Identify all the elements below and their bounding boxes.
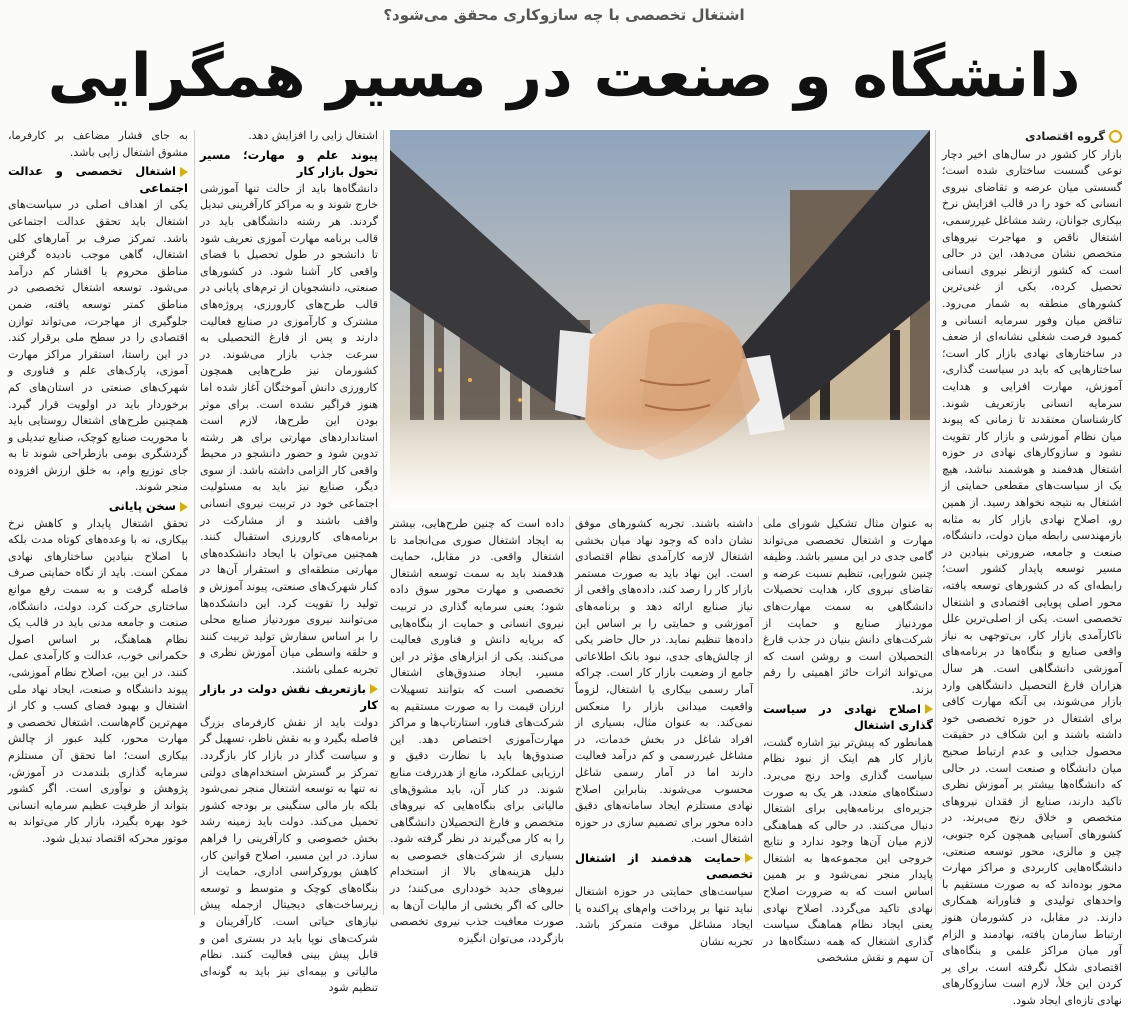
column-2a xyxy=(763,516,933,965)
column-divider xyxy=(935,130,936,915)
column-3 xyxy=(390,516,564,945)
column-4 xyxy=(200,128,378,995)
body-text: همانطور که پیش‌تر نیز اشاره گشت، بازار کار هم اینک از نبود نظام سیاست گذاری واحد رنج می‌برد. دستگاه‌های متعدد، هر یک به صورت جزیره‌ای برنامه‌هایی برای اشتغال دنبال می‌کنند. در حالی که هماهنگی لازم میان آن‌ها وجود ندارد و نتایج خروجی این مجموعه‌ها به اشتغال پایدار منجر نمی‌شود و بر همین اساس است که به ضرورت اصلاح نهادی تاکید می‌گردد. اصلاح نهادی یعنی ایجاد نظام هماهنگ سیاست گذاری اشتغال که همه دستگاه‌ها در آن سهم و نقش مشخصی xyxy=(763,735,933,965)
byline-text: گروه اقتصادی xyxy=(1024,129,1105,143)
body-text: داده است که چنین طرح‌هایی، بیشتر به ایجاد اشتغال صوری می‌انجامد تا اشتغال واقعی. در مقابل، حمایت هدفمند باید به سمت توسعه اشتغال تخصصی و مهارت محور سوق داده شود؛ یعنی سرمایه گذاری در تربیت نیروی انسانی و حمایت از بنگاه‌هایی که برپایه دانش و فناوری فعالیت می‌کنند. یکی از ابزارهای مؤثر در این مسیر، ایجاد صندوق‌های اشتغال تخصصی است که بتوانند تسهیلات ارزان قیمت را به صورت مستقیم به شرکت‌های فناور، استارتاپ‌ها و مراکز مهارت‌آموزی اختصاص دهد. این صندوق‌ها باید با نظارت دقیق و ارزیابی عملکرد، مانع از هدررفت منابع شوند. در کنار آن، باید مشوق‌های مالیاتی برای بنگاه‌هایی که نیروهای متخصص و فارغ التحصیلان دانشگاهی را به کار می‌گیرند در نظر گرفته شود. بسیاری از شرکت‌های خصوصی به دلیل هزینه‌های بالا از استخدام نیروهای جدید خودداری می‌کنند؛ در حالی که اگر بخشی از مالیات آن‌ها به صورت معافیت جذب نیروی تخصصی بازگردد، می‌توان انگیزه xyxy=(390,517,564,945)
column-1 xyxy=(942,128,1122,1007)
publisher-logo-icon xyxy=(1109,130,1122,143)
triangle-marker-icon xyxy=(370,684,378,694)
body-text: اشتغال زایی را افزایش دهد. xyxy=(248,129,378,142)
subheading xyxy=(8,498,188,515)
headline: دانشگاه و صنعت در مسیر همگرایی xyxy=(47,41,1081,111)
subheading xyxy=(763,701,933,734)
triangle-marker-icon xyxy=(180,167,188,177)
subheading xyxy=(575,850,753,883)
subheading-text: حمایت هدفمند از اشتغال تخصصی xyxy=(575,850,753,882)
subheading-text: سخن پایانی xyxy=(108,499,176,514)
handshake-collage-photo xyxy=(390,130,930,508)
body-text: تحقق اشتغال پایدار و کاهش نرخ بیکاری، نه با وعده‌های کوتاه مدت بلکه با اصلاح بنیادین ساختارهای نهادی ممکن است. باید از نگاه حمایتی صرف فاصله گرفت و به سمت رفع موانع ساختاری حرکت کرد. دولت، دانشگاه، صنعت و جامعه مدنی باید در قالب یک نظام هماهنگ، بر اساس اصول حکمرانی خوب، عدالت و کارآمدی عمل کنند. در این بین، اصلاح نظام آموزشی، پیوند دانشگاه و صنعت، ایجاد نهاد ملی اشتغال و بهبود فضای کسب و کار از مهم‌ترین گام‌هاست. اشتغال تخصصی و مهارت محور، کلید عبور از چالش بیکاری است؛ اما تحقق آن مستلزم سرمایه گذاری بلندمدت در آموزش، پژوهش و نوآوری است. اگر کشور بتواند از ظرفیت عظیم سرمایه انسانی خود بهره بگیرد، بازار کار می‌تواند به موتور محرکه اقتصاد تبدیل شود. xyxy=(8,516,188,845)
subheading-text: پیوند علم و مهارت؛ مسیر تحول بازار کار xyxy=(200,147,378,179)
body-text: دانشگاه‌ها باید از حالت تنها آموزشی خارج شوند و به مراکز کارآفرینی تبدیل گردند. هر رشته دانشگاهی باید در قالب برنامه مهارت آموزی تعریف شود تا دانشجو در طول تحصیل با فضای واقعی کار آشنا شود. در کشورهای صنعتی، دانشجویان از ترم‌های پایانی در قالب طرح‌های کارورزی، پروژه‌های مشترک و کارآموزی در صنایع فعالیت دارند و پس از فارغ التحصیلی به سرعت جذب بازار می‌شوند. در کشورمان نیز طرح‌هایی همچون کارورزی دانش آموختگان آغاز شده اما هنوز فراگیر نشده است. برای موثر بودن این طرح‌ها، لازم است استانداردهای مهارتی برای هر رشته تدوین شود و حضور دانشجو در محیط واقعی کار الزامی داشته باشد. از سوی دیگر، صنایع نیز باید به مسئولیت اجتماعی خود در تربیت نیروی انسانی واقف باشند و از مشارکت در برنامه‌های کارورزی استقبال کنند. همچنین می‌توان با ایجاد دانشکده‌های مهارتی منطقه‌ای و استقرار آن‌ها در کنار شهرک‌های صنعتی، پیوند آموزش و تولید را تقویت کرد. این دانشکده‌ها می‌توانند نیروی موردنیاز صنایع محلی را بر اساس سفارش تولید تربیت کنند و حلقه واسطی میان آموزش نظری و تجربه عملی باشند. xyxy=(200,181,378,676)
body-text: به عنوان مثال تشکیل شورای ملی مهارت و اشتغال تخصصی می‌تواند گامی جدی در این مسیر باشد. وظیفه چنین شورایی، تنظیم نسبت عرضه و تقاضای نیروی کار، هدایت تحصیلات دانشگاهی به سمت مهارت‌های موردنیاز صنایع و حمایت از شرکت‌های دانش بنیان در جذب فارغ التحصیلان است و روشن است که می‌تواند اثرات حائز اهمیتی را رقم بزند. xyxy=(763,517,933,696)
subheading xyxy=(200,147,378,180)
subheading-text: اصلاح نهادی در سیاست گذاری اشتغال xyxy=(763,701,933,733)
column-5 xyxy=(8,128,188,916)
body-text: به جای فشار مضاعف بر کارفرما، مشوق اشتغال زایی باشد. xyxy=(8,129,188,159)
triangle-marker-icon xyxy=(180,502,188,512)
byline xyxy=(942,128,1122,145)
triangle-marker-icon xyxy=(925,704,933,714)
triangle-marker-icon xyxy=(745,853,753,863)
body-text: دولت باید از نقش کارفرمای بزرگ فاصله بگیرد و به نقش ناظر، تسهیل گر و سیاست گذار در بازار کار بازگردد. تمرکز بر گسترش استخدام‌های دولتی نه تنها به توسعه اشتغال منجر نمی‌شود بلکه بار مالی سنگینی بر بودجه کشور تحمیل می‌کند. دولت باید زمینه رشد بخش خصوصی و کارآفرینی را فراهم سازد. در این مسیر، اصلاح قوانین کار، کاهش بوروکراسی اداری، حمایت از بنگاه‌های کوچک و متوسط و توسعه زیرساخت‌های دیجیتال ازجمله پیش نیازهای حیاتی است. کارآفرینان و شرکت‌های نوپا باید در بستری امن و قابل پیش بینی فعالیت کنند. نظام مالیاتی و بیمه‌ای نیز باید به گونه‌ای تنظیم شود xyxy=(200,715,378,995)
column-divider xyxy=(758,516,759,916)
body-text: سیاست‌های حمایتی در حوزه اشتغال نباید تنها بر پرداخت وام‌های پراکنده یا ایجاد مشاغل موقت متمرکز باشد. تجربه نشان xyxy=(575,885,753,948)
subheading-text: بازتعریف نقش دولت در بازار کار xyxy=(200,681,378,713)
handshake-image xyxy=(390,130,930,508)
body-text: داشته باشند. تجربه کشورهای موفق نشان داده که وجود نهاد میان بخشی اشتغال لازمه کارآمدی نظام اقتصادی است. این نهاد باید به صورت مستمر بازار کار را رصد کند، داده‌های واقعی از نیاز صنایع ارائه دهد و برنامه‌های آموزشی و حمایتی را بر اساس این داده‌ها تنظیم نماید. در حال حاضر یکی از چالش‌های جدی، نبود بانک اطلاعاتی جامع از وضعیت بازار کار است. چراکه آمار رسمی بیکاری یا اشتغال، لزوماً واقعیت میدانی بازار را منعکس نمی‌کند. به عنوان مثال، بسیاری از افراد شاغل در بخش خدمات، در مشاغل غیررسمی و کم درآمد فعالیت دارند اما در آمار رسمی شاغل محسوب می‌شوند. بنابراین اصلاح نهادی مستلزم ایجاد سامانه‌های دقیق داده محور برای تصمیم سازی در حوزه اشتغال است. xyxy=(575,517,753,846)
column-2b xyxy=(575,516,753,948)
subheading xyxy=(200,681,378,714)
subheading xyxy=(8,163,188,196)
subheading-text: اشتغال تخصصی و عدالت اجتماعی xyxy=(8,164,188,195)
column-divider xyxy=(194,130,195,915)
column-divider xyxy=(569,516,570,916)
kicker: اشتغال تخصصی با چه سازوکاری محقق می‌شود؟ xyxy=(383,6,745,24)
column-divider xyxy=(383,130,384,915)
body-text: یکی از اهداف اصلی در سیاست‌های اشتغال باید تحقق عدالت اجتماعی باشد. تمرکز صرف بر آمارهای کلی اشتغال، گاهی موجب نادیده گرفتن مناطق محروم یا اقشار کم درآمد می‌شود. توسعه اشتغال تخصصی در مناطق کمتر توسعه یافته، ضمن جلوگیری از مهاجرت، می‌تواند توازن اقتصادی را در سطح ملی برقرار کند. در این راستا، استقرار مراکز مهارت آموزی، پارک‌های علم و فناوری و شهرک‌های صنعتی در استان‌های کم برخوردار باید در اولویت قرار گیرد. همچنین طرح‌های اشتغال روستایی باید با محوریت صنایع کوچک، صنایع تبدیلی و گردشگری بومی بازطراحی شوند تا به جای توزیع وام، به خلق ارزش افزوده منجر شوند. xyxy=(8,198,188,494)
body-text: بازار کار کشور در سال‌های اخیر دچار نوعی گسست ساختاری شده است؛ گسستی میان عرضه و تقاضای نیروی انسانی که خود را در قالب افزایش نرخ بیکاری جوانان، رشد مشاغل غیررسمی، اشتغال ناقص و مهاجرت نیروهای متخصص نشان می‌دهد، این در حالی است که کشور ازنظر نیروی انسانی تحصیل کرده، یکی از غنی‌ترین کشورهای منطقه به شمار می‌رود. تناقض میان وفور سرمایه انسانی و کمبود فرصت شغلی نشانه‌ای از ضعف در ساختارهای نهادی بازار کار است؛ ساختارهایی که باید در سیاست گذاری، آموزش، مهارت افزایی و هدایت سرمایه انسانی بازتعریف شوند. کارشناسان معتقدند تا زمانی که پیوند میان نظام آموزشی و بازار کار تقویت نشود و سازوکارهای نهادی در حوزه اشتغال هدفمند و هوشمند نباشد، هیچ یک از سیاست‌های مقطعی حمایتی از اشتغال به نتیجه نخواهد رسید. از همین رو، اصلاح نهادی بازار کار به مثابه بازمهندسی رابطه میان دولت، دانشگاه، صنعت و جامعه، ضرورتی بنیادین در مسیر توسعه پایدار کشور است؛ رابطه‌ای که در کشورهای توسعه یافته، محور اصلی پویایی اقتصادی و اشتغال تخصصی است. یکی از اصلی‌ترین علل ناکارآمدی بازار کار، بی‌توجهی به نیاز واقعی صنایع و بنگاه‌ها در برنامه‌های آموزشی دانشگاهی است. هر سال هزاران فارغ التحصیل دانشگاهی وارد بازار می‌شوند، بی آنکه مهارت کافی برای اشتغال در حوزه تخصصی خود داشته باشند و این شکاف در حقیقت محصول جدایی و عدم ارتباط صحیح میان دانشگاه و صنعت است. در حالی که دانشگاه‌ها بیشتر بر آموزش نظری تاکید دارند، صنایع از فقدان نیروهای متخصص و خلاق رنج می‌برند. در کشورهای آسیایی همچون کره جنوبی، چین و مالزی، محور توسعه صنعتی، دانشگاه‌هایی کاربردی و مراکز مهارت محور بوده‌اند که به صورت مستقیم با واحدهای تولیدی و فناورانه همکاری دارند. در مقابل، در کشورمان هنوز ارتباط سازمان یافته، نهادمند و الزام آور میان مراکز علمی و بنگاه‌های اقتصادی شکل نگرفته است. برای پر کردن این خلأ، لازم است سازوکارهای نهادی تازه‌ای ایجاد شود. xyxy=(942,147,1122,1007)
